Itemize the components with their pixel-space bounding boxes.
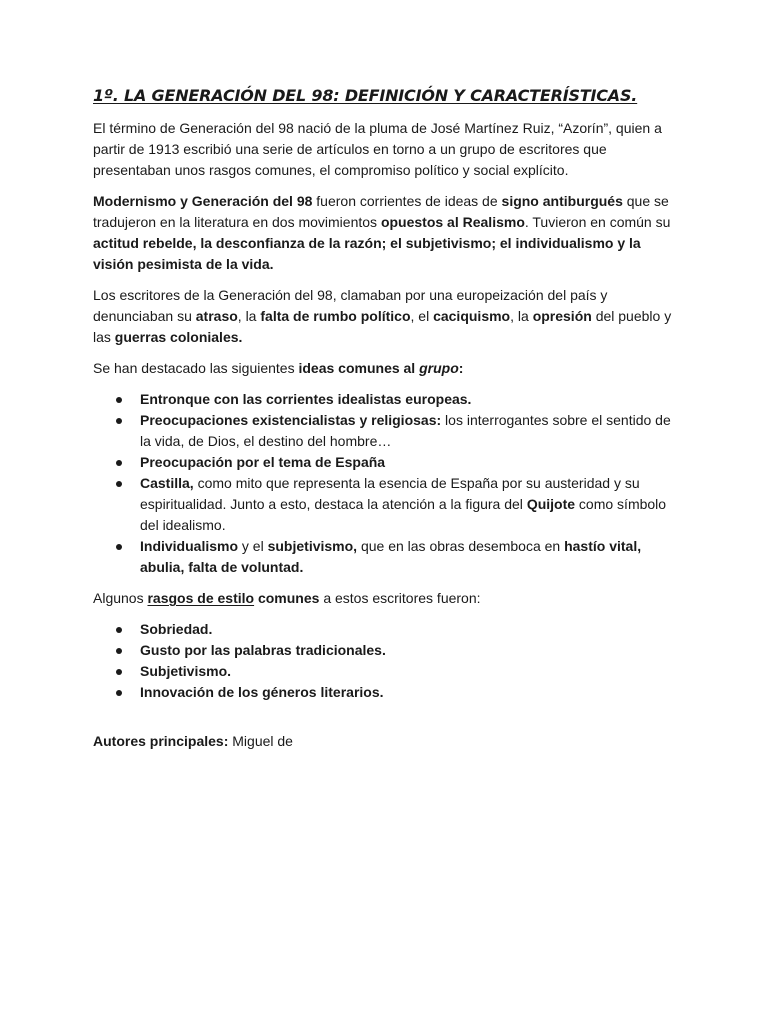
bold-text: actitud rebelde, la desconfianza de la razón; el subjetivismo; el individualismo y la visión pesimista de la vida.: [93, 235, 641, 272]
bold-text: Autores principales:: [93, 733, 229, 749]
bold-text: Subjetivismo.: [140, 663, 232, 679]
ideas-intro-paragraph: [93, 358, 678, 379]
bold-text: falta de rumbo político: [260, 308, 411, 324]
bold-text: Quijote: [526, 496, 576, 512]
list-item: [140, 640, 678, 661]
list-item: [140, 389, 678, 410]
autores-paragraph: [93, 731, 678, 752]
list-item: [140, 473, 678, 536]
rasgos-intro-paragraph: [93, 588, 678, 609]
ideas-list: [93, 389, 678, 578]
bullet-icon: [116, 690, 122, 696]
intro-paragraph: El término de Generación del 98 nació de la pluma de José Martínez Ruiz, “Azorín”, quien a partir de 1913 escribió una serie de artículos en torno a un grupo de escritores que presentaban unos rasgos comunes, el compromiso político y social explícito.: [93, 120, 662, 178]
bullet-icon: [116, 397, 122, 403]
bold-text: atraso: [195, 308, 238, 324]
text: como mito que representa la esencia de España por su austeridad y su espiritualidad. Junto a esto, destaca la atención a la figura del: [140, 475, 640, 512]
bullet-icon: [116, 648, 122, 654]
text: los interrogantes sobre el sentido de la vida, de Dios, el destino del hombre…: [140, 412, 671, 449]
bullet-icon: [116, 418, 122, 424]
bold-text: Sobriedad.: [140, 621, 213, 637]
list-item: [140, 619, 678, 640]
italic-text: grupo: [419, 360, 459, 376]
bold-text: :: [458, 360, 464, 376]
bold-text: caciquismo: [433, 308, 511, 324]
bold-text: Castilla,: [140, 475, 194, 491]
list-item: [140, 682, 678, 703]
bold-underlined-text: rasgos de estilo: [147, 590, 255, 606]
text: Miguel de: [228, 733, 293, 749]
bold-text: guerras coloniales.: [114, 329, 243, 345]
bold-text: Individualismo: [140, 538, 239, 554]
text: Los escritores de la Generación del 98, clamaban por una europeización del país y denunciaban su: [93, 287, 608, 324]
bold-text: opresión: [532, 308, 592, 324]
bold-text: Preocupaciones existencialistas y religiosas:: [140, 412, 442, 428]
bold-text: signo antiburgués: [501, 193, 623, 209]
text: que en las obras desemboca en: [357, 538, 565, 554]
bold-text: Innovación de los géneros literarios.: [140, 684, 384, 700]
spacer: [93, 713, 678, 731]
bold-text: comunes: [257, 590, 320, 606]
text: que se tradujeron en la literatura en dos movimientos: [93, 193, 669, 230]
text: , la: [510, 308, 533, 324]
text: , el: [410, 308, 434, 324]
list-item: [140, 661, 678, 682]
bullet-icon: [116, 627, 122, 633]
text: , la: [237, 308, 261, 324]
bold-text: Preocupación por el tema de España: [140, 454, 386, 470]
bullet-icon: [116, 481, 122, 487]
bold-text: ideas comunes al: [298, 360, 420, 376]
bullet-icon: [116, 669, 122, 675]
text: y el: [238, 538, 268, 554]
text: . Tuvieron en común su: [524, 214, 671, 230]
bold-text: Entronque con las corrientes idealistas europeas.: [140, 391, 472, 407]
bold-text: hastío vital, abulia, falta de voluntad.: [140, 538, 642, 575]
modernismo-paragraph: [93, 191, 678, 275]
section-title: 1º. LA GENERACIÓN DEL 98: DEFINICIÓN Y CARACTERÍSTICAS.: [93, 86, 638, 105]
list-item: [140, 536, 678, 578]
list-item: [140, 452, 678, 473]
bold-text: opuestos al Realismo: [380, 214, 525, 230]
list-item: [140, 410, 678, 452]
text: fueron corrientes de ideas de: [312, 193, 502, 209]
bold-text: [419, 360, 459, 376]
text: como símbolo del idealismo.: [140, 496, 667, 533]
bullet-icon: [116, 460, 122, 466]
text: Algunos: [93, 590, 148, 606]
escritores-paragraph: [93, 285, 678, 348]
bold-text: Gusto por las palabras tradicionales.: [140, 642, 386, 658]
bold-text: Modernismo y Generación del 98: [93, 193, 313, 209]
rasgos-list: [93, 619, 678, 703]
text: a estos escritores fueron:: [319, 590, 481, 606]
bold-text: subjetivismo,: [267, 538, 358, 554]
text: Se han destacado las siguientes: [93, 360, 299, 376]
text: del pueblo y las: [93, 308, 672, 345]
bullet-icon: [116, 544, 122, 550]
